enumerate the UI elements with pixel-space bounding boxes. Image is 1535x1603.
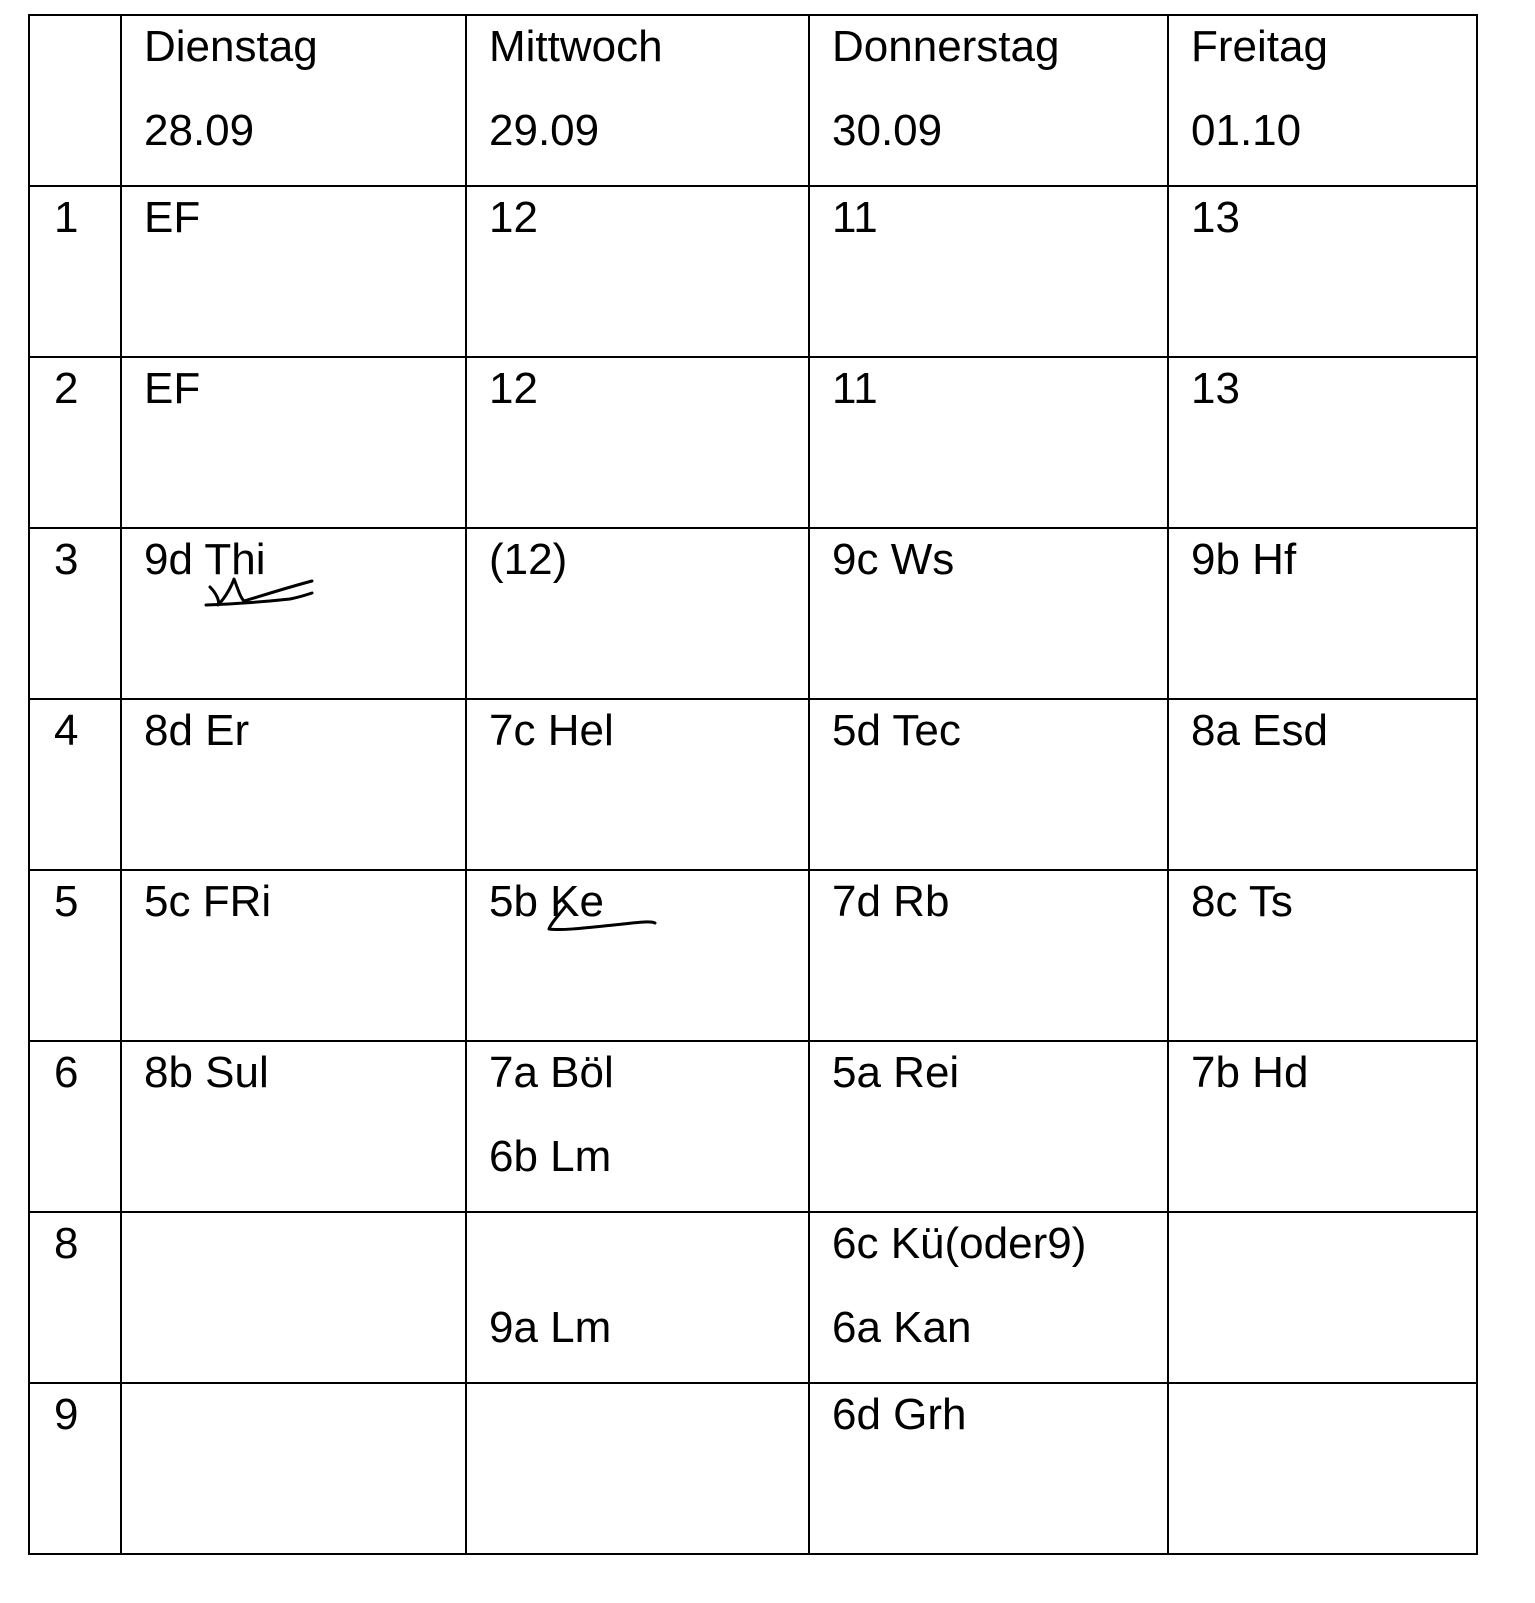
period-number: 2 [54, 364, 79, 413]
schedule-cell [121, 1212, 466, 1383]
day-name: Donnerstag [832, 22, 1060, 71]
period-row [29, 1212, 1477, 1383]
day-date: 30.09 [832, 106, 943, 155]
schedule-cell [1168, 870, 1477, 1041]
class-entry: 7b Hd [1191, 1048, 1309, 1097]
day-header-friday [1168, 15, 1477, 186]
class-entry: 6d Grh [832, 1390, 967, 1439]
class-entry: 6c Kü(oder9) [832, 1219, 1087, 1268]
schedule-cell [466, 1041, 809, 1212]
period-row [29, 1041, 1477, 1212]
period-number: 6 [54, 1048, 79, 1097]
schedule-cell [809, 699, 1168, 870]
class-entry: 9d Thi [144, 535, 266, 584]
schedule-cell [121, 699, 466, 870]
period-row [29, 186, 1477, 357]
period-cell [29, 528, 121, 699]
class-entry: 6a Kan [832, 1303, 972, 1352]
period-number: 4 [54, 706, 79, 755]
period-number: 1 [54, 193, 79, 242]
day-name: Mittwoch [489, 22, 663, 71]
period-row [29, 357, 1477, 528]
class-entry: 5b Ke [489, 877, 604, 926]
class-entry: 9a Lm [489, 1303, 612, 1352]
class-entry: 8c Ts [1191, 877, 1293, 926]
period-row [29, 1383, 1477, 1554]
period-cell [29, 357, 121, 528]
class-entry: 12 [489, 364, 538, 413]
period-cell [29, 1212, 121, 1383]
schedule-cell [1168, 1383, 1477, 1554]
schedule-cell [1168, 186, 1477, 357]
period-cell [29, 186, 121, 357]
day-name: Freitag [1191, 22, 1328, 71]
schedule-cell [121, 186, 466, 357]
class-entry: 5a Rei [832, 1048, 960, 1097]
class-entry: EF [144, 193, 201, 242]
schedule-cell [1168, 699, 1477, 870]
schedule-cell [809, 870, 1168, 1041]
class-entry: 6b Lm [489, 1132, 612, 1181]
schedule-cell [1168, 1212, 1477, 1383]
day-header-thursday [809, 15, 1168, 186]
period-row [29, 699, 1477, 870]
schedule-cell [466, 1212, 809, 1383]
class-entry: 9b Hf [1191, 535, 1297, 584]
schedule-cell [809, 1212, 1168, 1383]
schedule-cell [1168, 357, 1477, 528]
schedule-cell [809, 1383, 1168, 1554]
schedule-cell [121, 1041, 466, 1212]
class-entry: 13 [1191, 364, 1240, 413]
period-row [29, 870, 1477, 1041]
class-entry: 12 [489, 193, 538, 242]
schedule-cell [121, 1383, 466, 1554]
schedule-cell [466, 1383, 809, 1554]
period-row [29, 528, 1477, 699]
class-entry: 11 [832, 364, 878, 413]
class-entry: 7d Rb [832, 877, 950, 926]
class-entry: 7c Hel [489, 706, 614, 755]
class-entry: 7a Böl [489, 1048, 614, 1097]
schedule-cell [466, 186, 809, 357]
header-row [29, 15, 1477, 186]
class-entry: 11 [832, 193, 878, 242]
class-entry: 13 [1191, 193, 1240, 242]
day-date: 29.09 [489, 106, 600, 155]
class-entry: 8b Sul [144, 1048, 269, 1097]
schedule-cell [809, 528, 1168, 699]
class-entry: 5c FRi [144, 877, 272, 926]
corner-cell [29, 15, 121, 186]
day-date: 01.10 [1191, 106, 1302, 155]
period-number: 8 [54, 1219, 79, 1268]
period-cell [29, 1041, 121, 1212]
schedule-cell [121, 870, 466, 1041]
class-entry: 5d Tec [832, 706, 961, 755]
class-entry: EF [144, 364, 201, 413]
period-number: 5 [54, 877, 79, 926]
schedule-cell [121, 528, 466, 699]
period-number: 9 [54, 1390, 79, 1439]
class-entry: 8d Er [144, 706, 250, 755]
period-cell [29, 870, 121, 1041]
period-number: 3 [54, 535, 79, 584]
schedule-cell [809, 186, 1168, 357]
schedule-cell [809, 1041, 1168, 1212]
day-header-wednesday [466, 15, 809, 186]
class-entry: 9c Ws [832, 535, 955, 584]
period-cell [29, 699, 121, 870]
schedule-cell [466, 870, 809, 1041]
class-entry: 8a Esd [1191, 706, 1328, 755]
schedule-cell [1168, 528, 1477, 699]
schedule-cell [121, 357, 466, 528]
schedule-table [28, 14, 1478, 1555]
schedule-cell [466, 528, 809, 699]
schedule-cell [1168, 1041, 1477, 1212]
day-name: Dienstag [144, 22, 318, 71]
schedule-cell [466, 357, 809, 528]
class-entry: (12) [489, 535, 568, 584]
schedule-cell [809, 357, 1168, 528]
schedule-cell [466, 699, 809, 870]
day-header-tuesday [121, 15, 466, 186]
period-cell [29, 1383, 121, 1554]
day-date: 28.09 [144, 106, 255, 155]
